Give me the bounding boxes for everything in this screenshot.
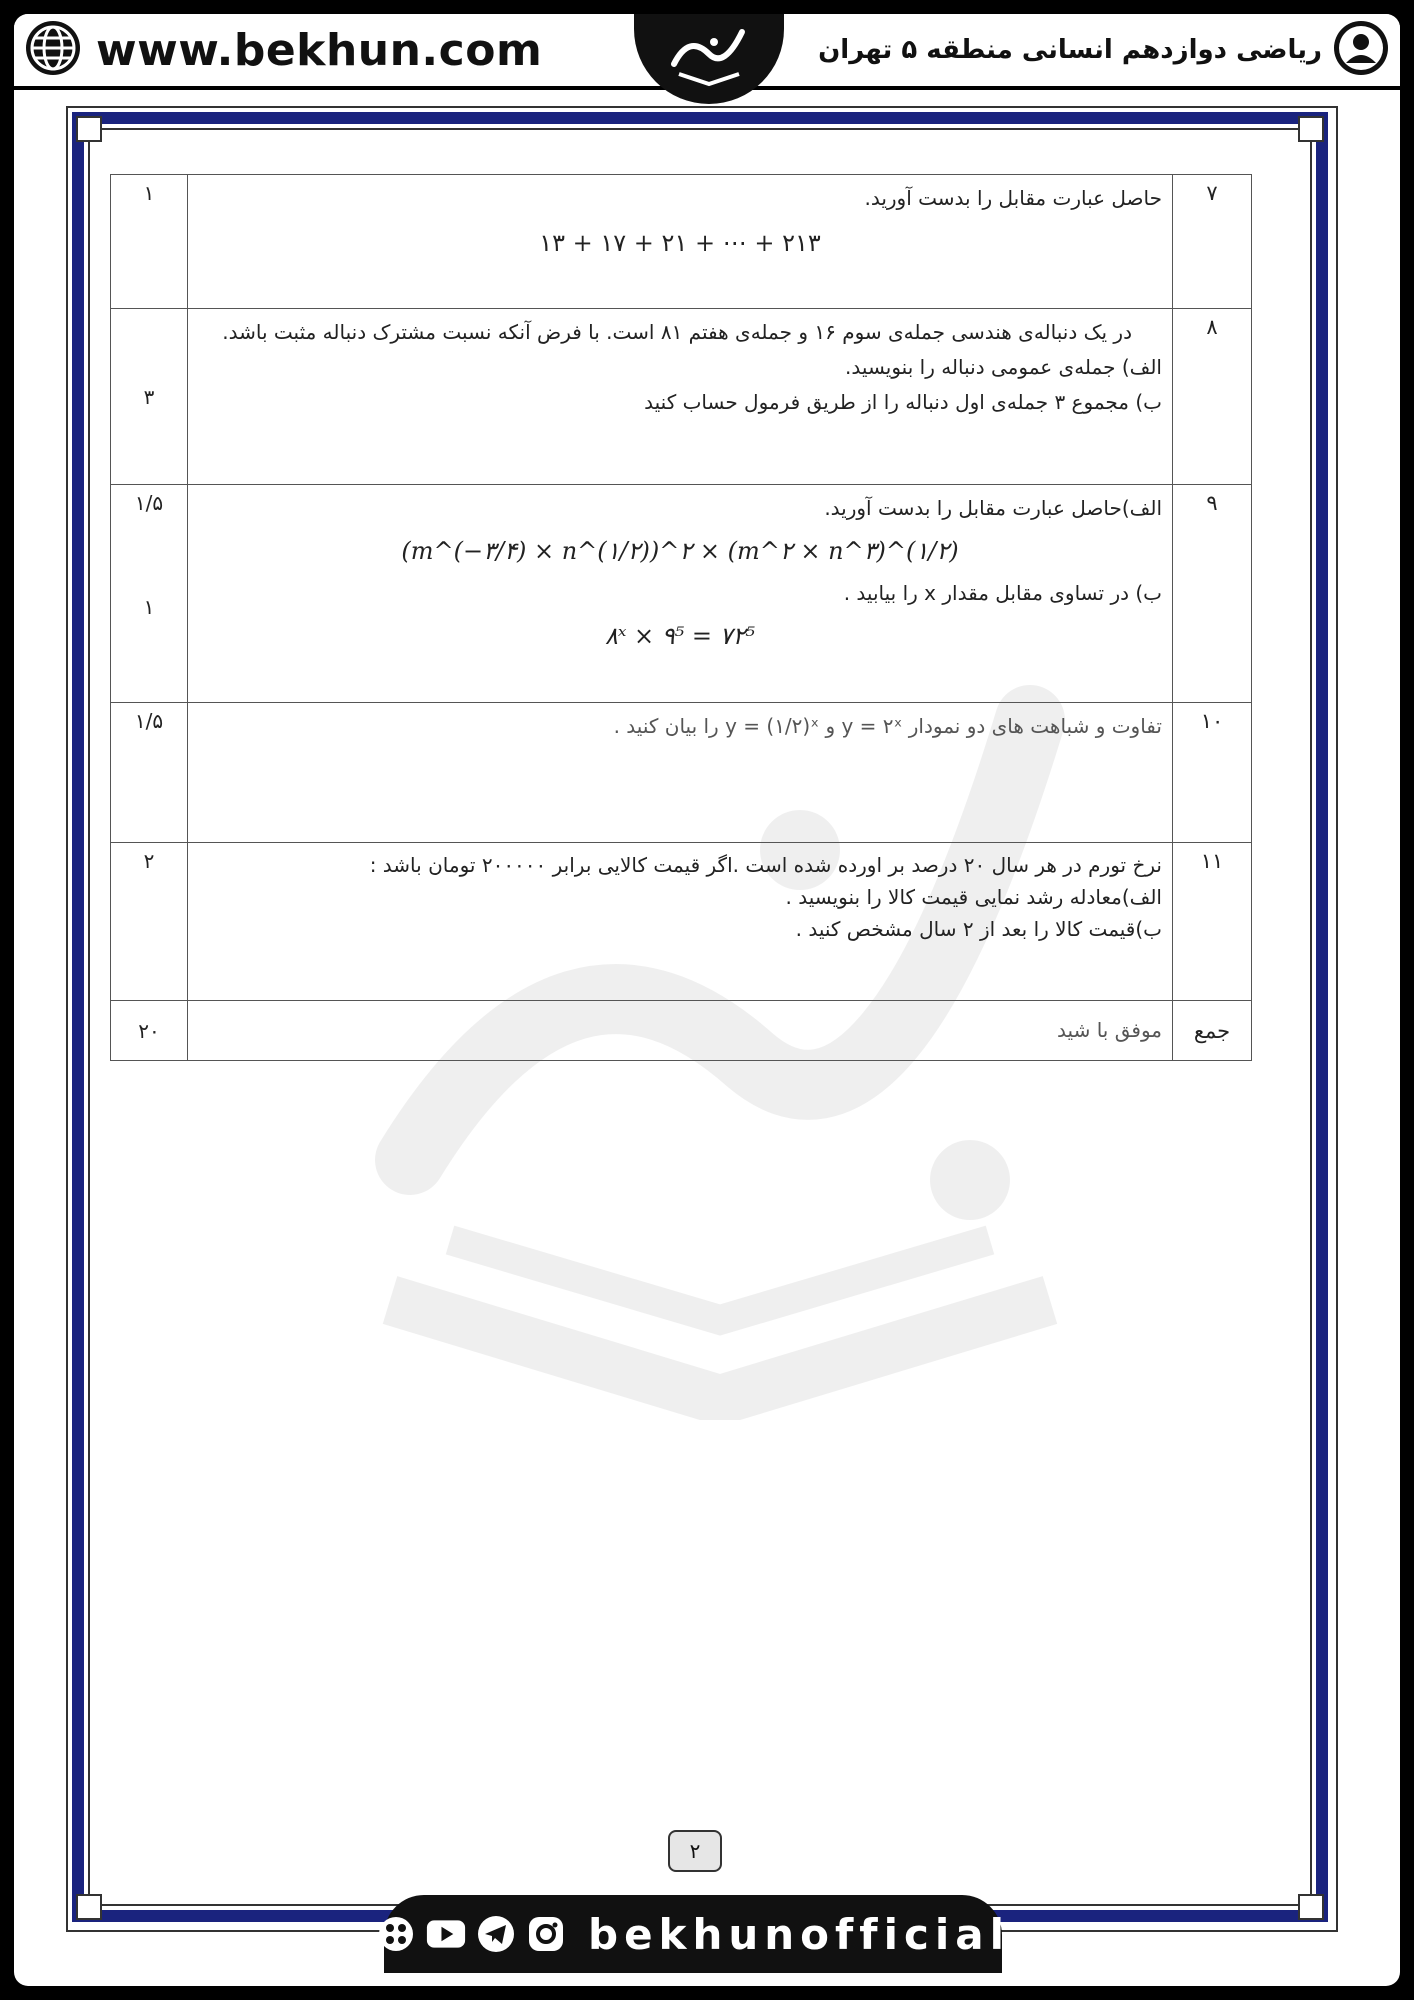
- corner-ornament: [1298, 1894, 1324, 1920]
- question-score: ۳: [111, 309, 188, 485]
- question-score: ۲: [111, 843, 188, 1001]
- aparat-icon[interactable]: [376, 1914, 416, 1954]
- math-expression: (m^(−۳/۴) × n^(۱/۲))^۲ × (m^۲ × n^۳)^(۱/۲): [401, 537, 959, 565]
- question-part-a: الف) جمله‌ی عمومی دنباله را بنویسید.: [845, 355, 1162, 379]
- question-number: ۱۱: [1173, 843, 1252, 1001]
- page-title: ریاضی دوازدهم انسانی منطقه ۵ تهران: [818, 35, 1322, 65]
- closing-message: موفق با شید: [188, 1001, 1173, 1061]
- question-row: [111, 309, 1252, 485]
- question-text: تفاوت و شباهت های دو نمودار y = ۲ˣ و y = (۱/۲)ˣ را بیان کنید .: [613, 714, 1162, 738]
- social-handle[interactable]: bekhunofficial: [588, 1909, 1011, 1959]
- question-part-a: الف)معادله رشد نمایی قیمت کالا را بنویسید .: [785, 885, 1162, 909]
- bekhun-logo-icon: [654, 14, 764, 94]
- instagram-icon[interactable]: [526, 1914, 566, 1954]
- question-score-a: ۱/۵: [134, 491, 164, 515]
- header-bar: [14, 14, 1400, 90]
- question-part-a: الف)حاصل عبارت مقابل را بدست آورید.: [824, 496, 1162, 520]
- site-url[interactable]: www.bekhun.com: [96, 24, 543, 76]
- corner-ornament: [76, 1894, 102, 1920]
- youtube-icon[interactable]: [426, 1914, 466, 1954]
- question-part-b: ب) در تساوی مقابل مقدار x را بیابید .: [843, 581, 1162, 605]
- globe-icon: [24, 19, 82, 81]
- total-row: [111, 1001, 1252, 1061]
- question-row: [111, 703, 1252, 843]
- question-part-b: ب)قیمت کالا را بعد از ۲ سال مشخص کنید .: [795, 917, 1162, 941]
- brand-logo: [634, 14, 784, 104]
- question-part-b: ب) مجموع ۳ جمله‌ی اول دنباله را از طریق فرمول حساب کنید: [644, 390, 1162, 414]
- user-icon[interactable]: [1332, 19, 1390, 81]
- math-equation: ۸ˣ × ۹⁵ = ۷۲⁵: [604, 622, 756, 650]
- question-body: [188, 485, 1173, 703]
- corner-ornament: [1298, 116, 1324, 142]
- question-number: ۱۰: [1173, 703, 1252, 843]
- total-score: ۲۰: [111, 1001, 188, 1061]
- question-number: ۹: [1173, 485, 1252, 703]
- questions-table: [110, 174, 1252, 1061]
- question-row: [111, 175, 1252, 309]
- question-text: در یک دنباله‌ی هندسی جمله‌ی سوم ۱۶ و جمله‌ی هفتم ۸۱ است. با فرض آنکه نسبت مشترک دنباله مثبت باشد.: [222, 320, 1132, 344]
- telegram-icon[interactable]: [476, 1914, 516, 1954]
- question-text: نرخ تورم در هر سال ۲۰ درصد بر اورده شده است .اگر قیمت کالایی برابر ۲۰۰۰۰۰ تومان باشد :: [369, 853, 1162, 877]
- math-expression: ۱۳ + ۱۷ + ۲۱ + ⋯ + ۲۱۳: [539, 229, 821, 257]
- question-score: ۱: [111, 175, 188, 309]
- question-body: [188, 843, 1173, 1001]
- question-score: ۱/۵: [111, 703, 188, 843]
- total-label: جمع: [1173, 1001, 1252, 1061]
- question-row: [111, 485, 1252, 703]
- question-body: [188, 309, 1173, 485]
- question-text: حاصل عبارت مقابل را بدست آورید.: [864, 186, 1162, 210]
- site-link[interactable]: [24, 20, 542, 80]
- question-number: ۷: [1173, 175, 1252, 309]
- question-body: [188, 175, 1173, 309]
- page-number: ۲: [668, 1830, 722, 1872]
- question-body: [188, 703, 1173, 843]
- question-score-b: ۱: [143, 595, 155, 619]
- exam-title: [818, 20, 1390, 80]
- question-number: ۸: [1173, 309, 1252, 485]
- corner-ornament: [76, 116, 102, 142]
- social-footer: [384, 1895, 1011, 1973]
- question-score-cell: [111, 485, 188, 703]
- question-row: [111, 843, 1252, 1001]
